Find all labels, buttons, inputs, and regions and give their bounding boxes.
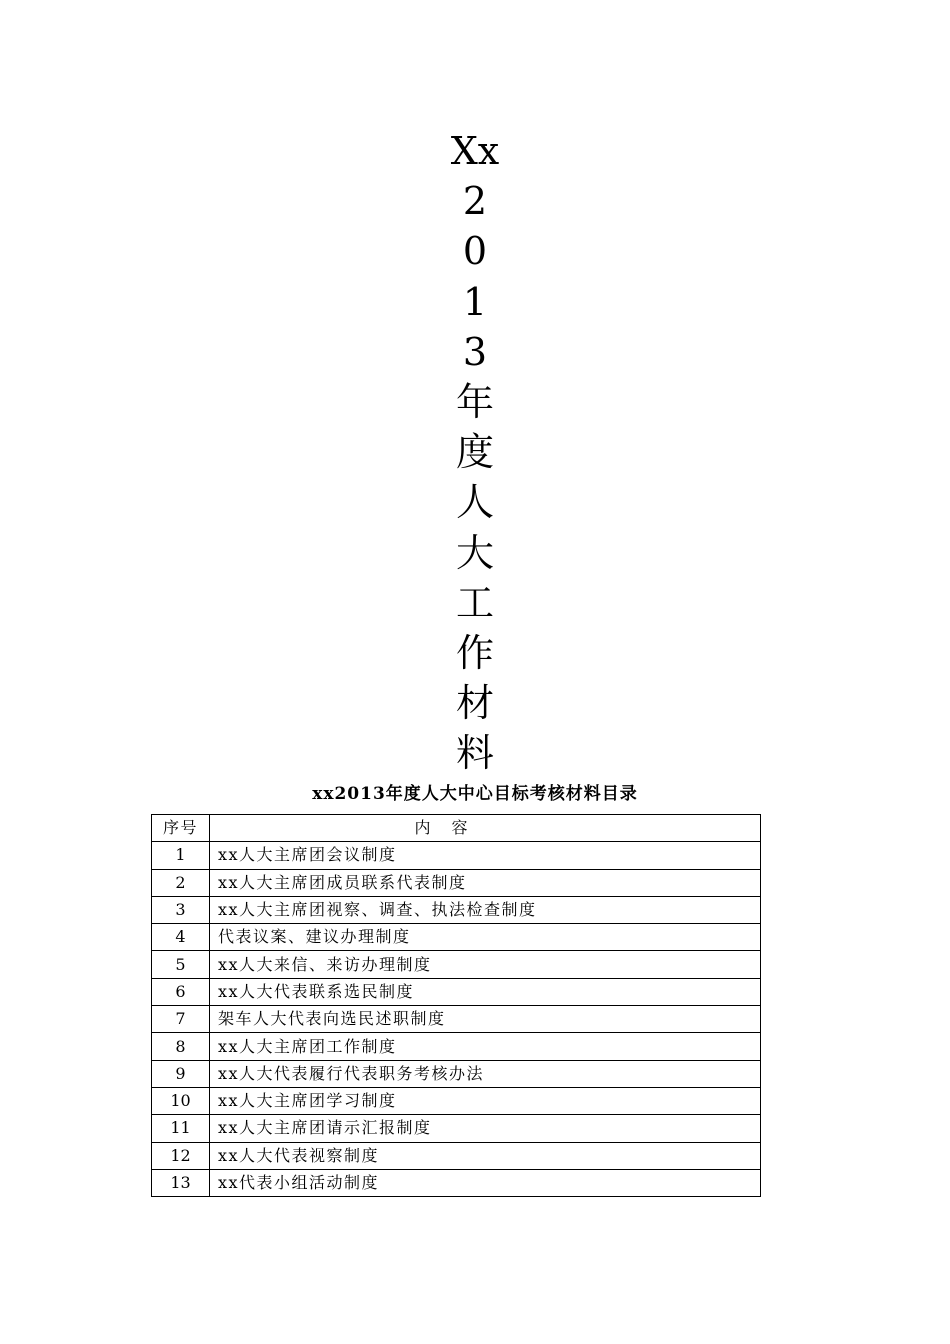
row-content: xx人大主席团请示汇报制度	[210, 1115, 761, 1142]
title-char: 材	[455, 681, 494, 726]
row-content: xx人大来信、来访办理制度	[210, 951, 761, 978]
table-row	[152, 842, 761, 869]
title-char: 1	[462, 279, 488, 324]
table-header-row	[152, 815, 761, 842]
row-number: 8	[152, 1033, 210, 1060]
row-content: xx人大主席团视察、调查、执法检查制度	[210, 896, 761, 923]
title-char: 0	[462, 229, 488, 274]
table-row	[152, 978, 761, 1005]
table-row	[152, 1142, 761, 1169]
title-char: 工	[455, 580, 494, 625]
row-number: 11	[152, 1115, 210, 1142]
row-number: 5	[152, 951, 210, 978]
row-number: 3	[152, 896, 210, 923]
title-char: 大	[455, 530, 494, 575]
row-content: 代表议案、建议办理制度	[210, 924, 761, 951]
row-content: xx人大代表履行代表职务考核办法	[210, 1060, 761, 1087]
title-char: 2	[462, 179, 488, 224]
table-row	[152, 896, 761, 923]
row-content: xx人大主席团学习制度	[210, 1087, 761, 1114]
table-row	[152, 1060, 761, 1087]
row-number: 13	[152, 1169, 210, 1196]
catalog-heading: xx2013年度人大中心目标考核材料目录	[312, 784, 638, 804]
row-number: 7	[152, 1006, 210, 1033]
header-content: 内 容	[210, 815, 761, 842]
table-row	[152, 924, 761, 951]
row-number: 9	[152, 1060, 210, 1087]
title-char: Xx	[450, 129, 500, 173]
table-row	[152, 869, 761, 896]
row-number: 6	[152, 978, 210, 1005]
table-row	[152, 1115, 761, 1142]
row-content: xx人大主席团成员联系代表制度	[210, 869, 761, 896]
row-number: 4	[152, 924, 210, 951]
row-content: xx人大代表视察制度	[210, 1142, 761, 1169]
title-char: 料	[455, 731, 494, 776]
row-content: xx人大主席团工作制度	[210, 1033, 761, 1060]
title-char: 度	[455, 430, 494, 475]
title-char: 人	[455, 480, 494, 525]
catalog-table	[151, 814, 761, 1197]
title-char: 作	[455, 630, 494, 675]
table-row	[152, 1169, 761, 1196]
title-char: 年	[455, 379, 494, 424]
title-char: 3	[462, 329, 488, 374]
row-content: 架车人大代表向选民述职制度	[210, 1006, 761, 1033]
row-number: 12	[152, 1142, 210, 1169]
row-number: 1	[152, 842, 210, 869]
row-content: xx人大主席团会议制度	[210, 842, 761, 869]
table-row	[152, 1033, 761, 1060]
table-row	[152, 1087, 761, 1114]
row-content: xx代表小组活动制度	[210, 1169, 761, 1196]
row-number: 2	[152, 869, 210, 896]
table-row	[152, 1006, 761, 1033]
row-number: 10	[152, 1087, 210, 1114]
row-content: xx人大代表联系选民制度	[210, 978, 761, 1005]
vertical-title	[425, 126, 525, 778]
table-row	[152, 951, 761, 978]
header-number: 序号	[152, 815, 210, 842]
